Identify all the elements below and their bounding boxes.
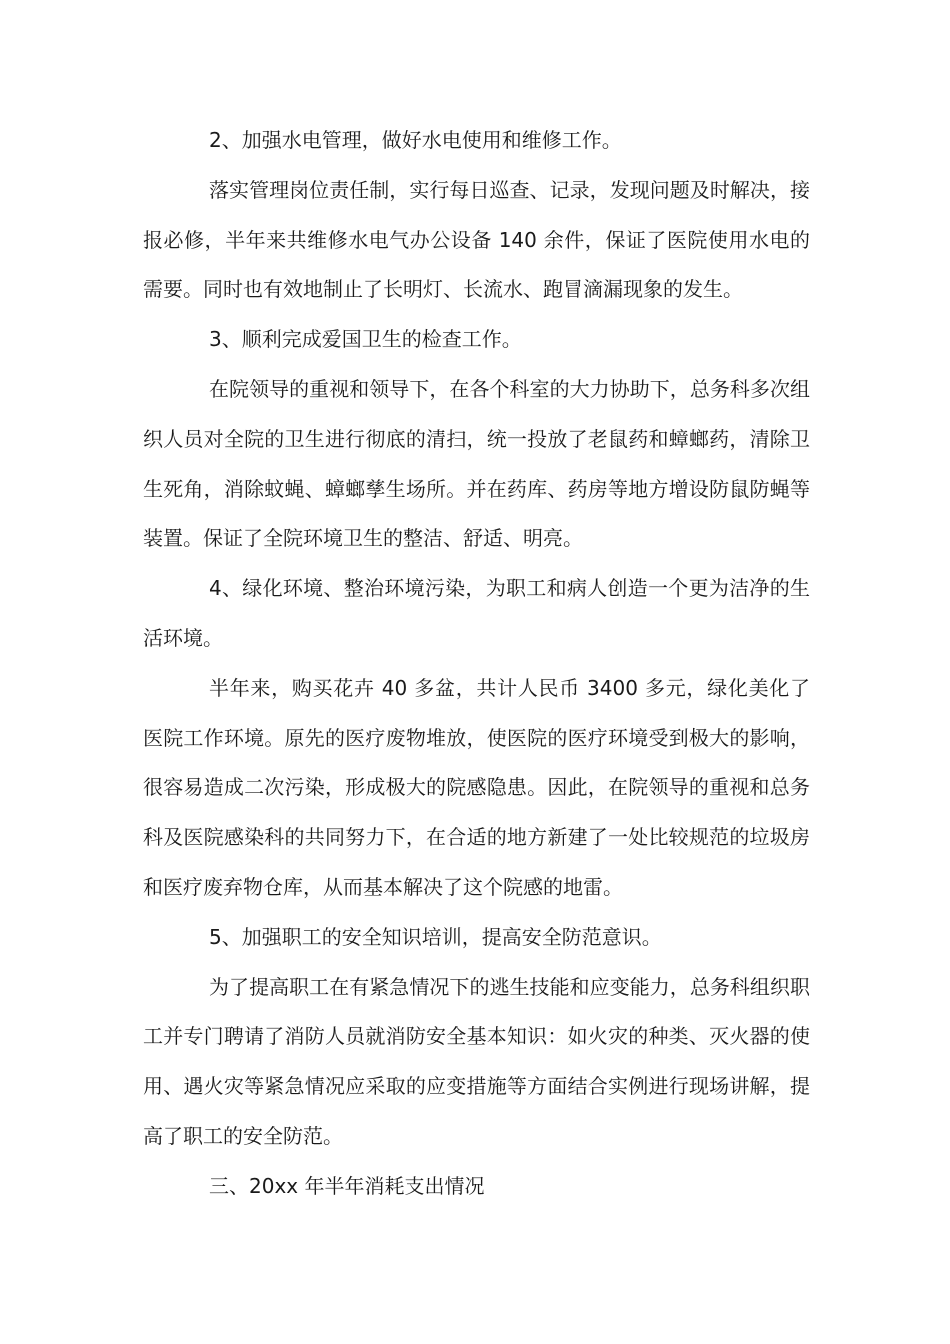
document-body <box>143 116 810 1212</box>
paragraph-safety-detail: 为了提高职工在有紧急情况下的逃生技能和应变能力，总务科组织职工并专门聘请了消防人员就消防安全基本知识：如火灾的种类、灭火器的使用、遇火灾等紧急情况应采取的应变措施等方面结合实例进行现场讲解，提高了职工的安全防范。 <box>143 974 810 1148</box>
paragraph-utilities-detail: 落实管理岗位责任制，实行每日巡查、记录，发现问题及时解决，接报必修，半年来共维修水电气办公设备 140 余件，保证了医院使用水电的需要。同时也有效地制止了长明灯、长流水、跑冒滴漏现象的发生。 <box>143 177 810 302</box>
heading-safety-training: 5、加强职工的安全知识培训，提高安全防范意识。 <box>209 924 662 949</box>
paragraph-hygiene-detail: 在院领导的重视和领导下，在各个科室的大力协助下，总务科多次组织人员对全院的卫生进行彻底的清扫，统一投放了老鼠药和蟑螂药，清除卫生死角，消除蚊蝇、蟑螂孳生场所。并在药库、药房等地方增设防鼠防蝇等装置。保证了全院环境卫生的整洁、舒适、明亮。 <box>143 376 810 551</box>
paragraph-greening-detail: 半年来，购买花卉 40 多盆，共计人民币 3400 多元，绿化美化了医院工作环境。原先的医疗废物堆放，使医院的医疗环境受到极大的影响，很容易造成二次污染，形成极大的院感隐患。因此，在院领导的重视和总务科及医院感染科的共同努力下，在合适的地方新建了一处比较规范的垃圾房和医疗废弃物仓库，从而基本解决了这个院感的地雷。 <box>143 675 810 899</box>
heading-patriotic-hygiene: 3、顺利完成爱国卫生的检查工作。 <box>209 327 522 352</box>
section-heading-expenditure: 三、20xx 年半年消耗支出情况 <box>209 1173 485 1198</box>
heading-greening-environment: 4、绿化环境、整治环境污染，为职工和病人创造一个更为洁净的生活环境。 <box>143 576 810 650</box>
heading-utilities-management: 2、加强水电管理，做好水电使用和维修工作。 <box>209 128 622 152</box>
